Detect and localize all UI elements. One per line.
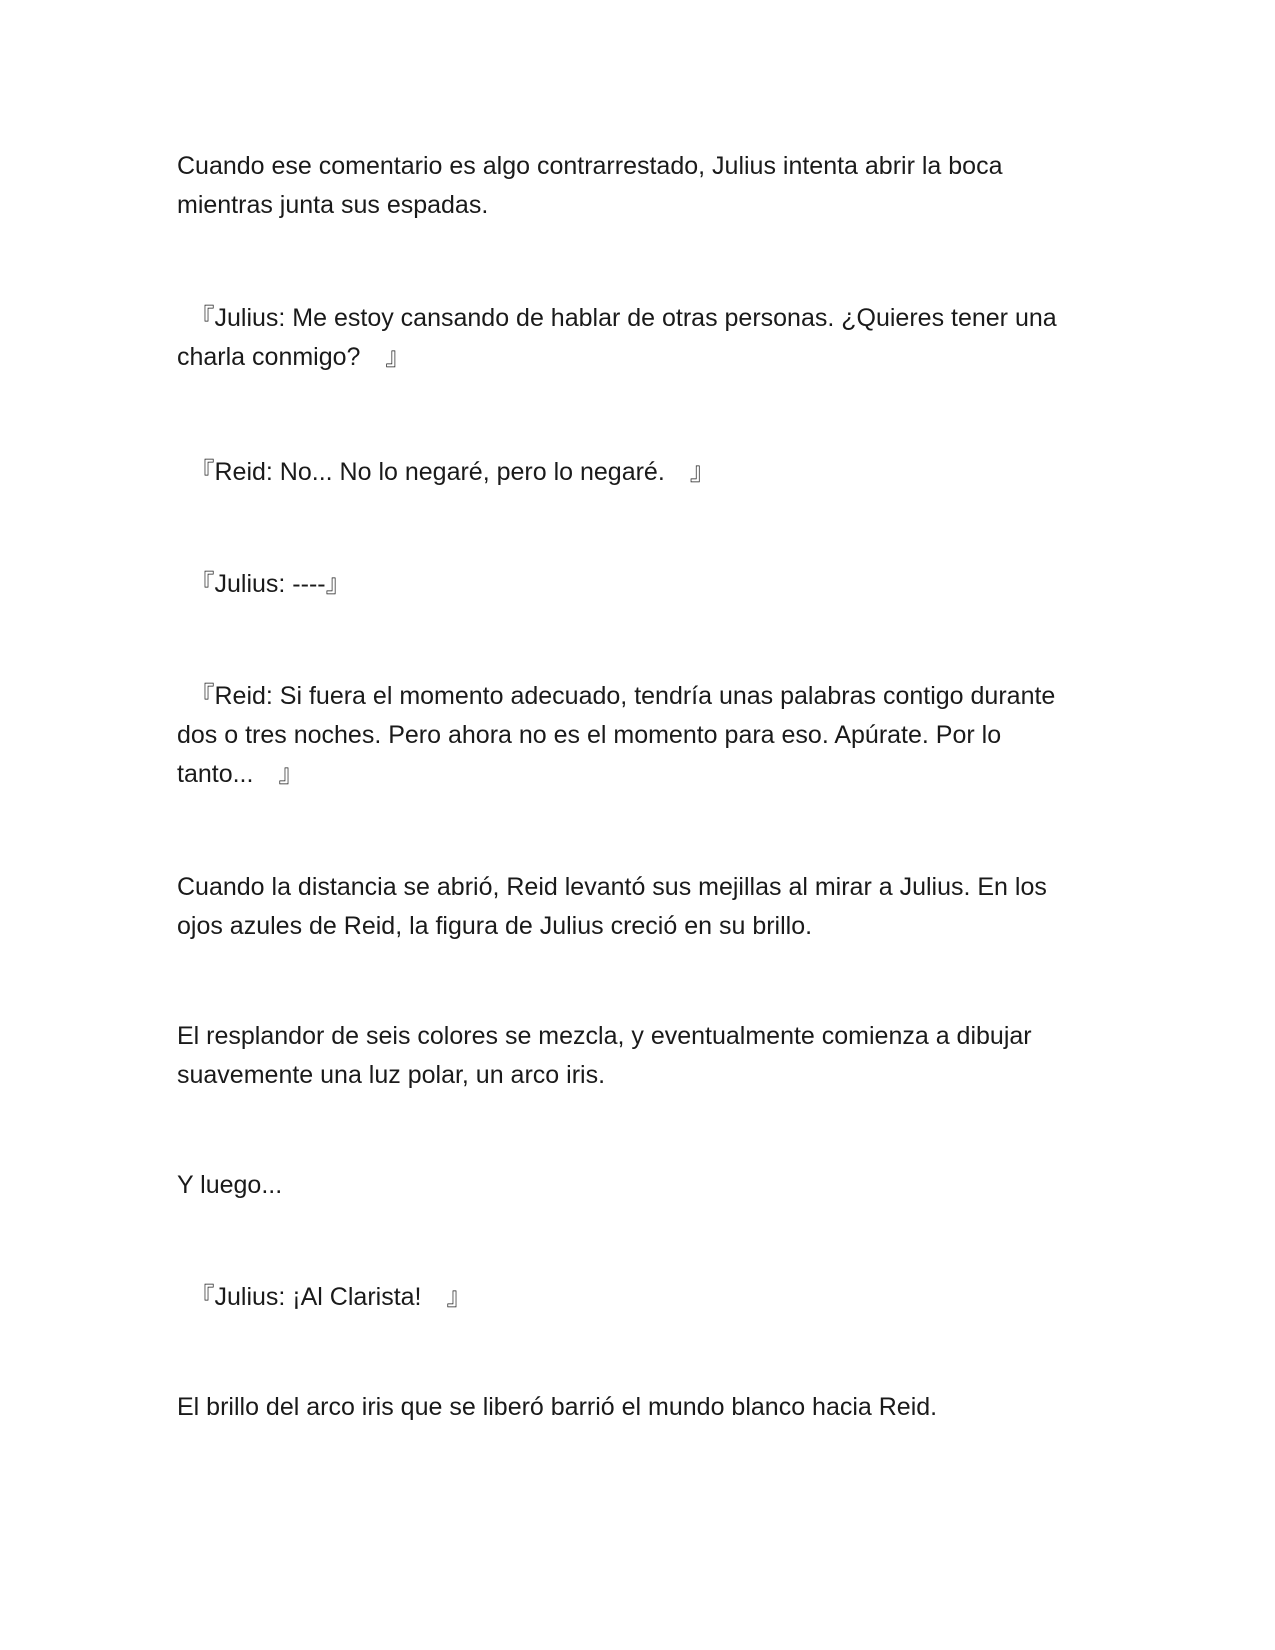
paragraph-dialogue-julius: 『Julius: Me estoy cansando de hablar de otras personas. ¿Quieres tener una charla conmigo? 』: [177, 304, 1057, 371]
paragraph-dialogue-julius: 『Julius: ¡Al Clarista! 』: [177, 1283, 472, 1311]
paragraph-narration: El brillo del arco iris que se liberó barrió el mundo blanco hacia Reid.: [177, 1393, 938, 1421]
paragraph-narration: Y luego...: [177, 1171, 283, 1199]
paragraph-narration: Cuando la distancia se abrió, Reid levantó sus mejillas al mirar a Julius. En los ojos azules de Reid, la figura de Julius creció en su brillo.: [177, 873, 1047, 940]
paragraph-dialogue-julius: 『Julius: ----』: [177, 570, 351, 598]
paragraph-narration: Cuando ese comentario es algo contrarrestado, Julius intenta abrir la boca mientras junta sus espadas.: [177, 152, 1003, 219]
paragraph-narration: El resplandor de seis colores se mezcla, y eventualmente comienza a dibujar suavemente una luz polar, un arco iris.: [177, 1022, 1032, 1089]
paragraph-dialogue-reid: 『Reid: Si fuera el momento adecuado, tendría unas palabras contigo durante dos o tres noches. Pero ahora no es el momento para eso. Apúrate. Por lo tanto... 』: [177, 682, 1056, 788]
paragraph-dialogue-reid: 『Reid: No... No lo negaré, pero lo negaré. 』: [177, 458, 715, 486]
